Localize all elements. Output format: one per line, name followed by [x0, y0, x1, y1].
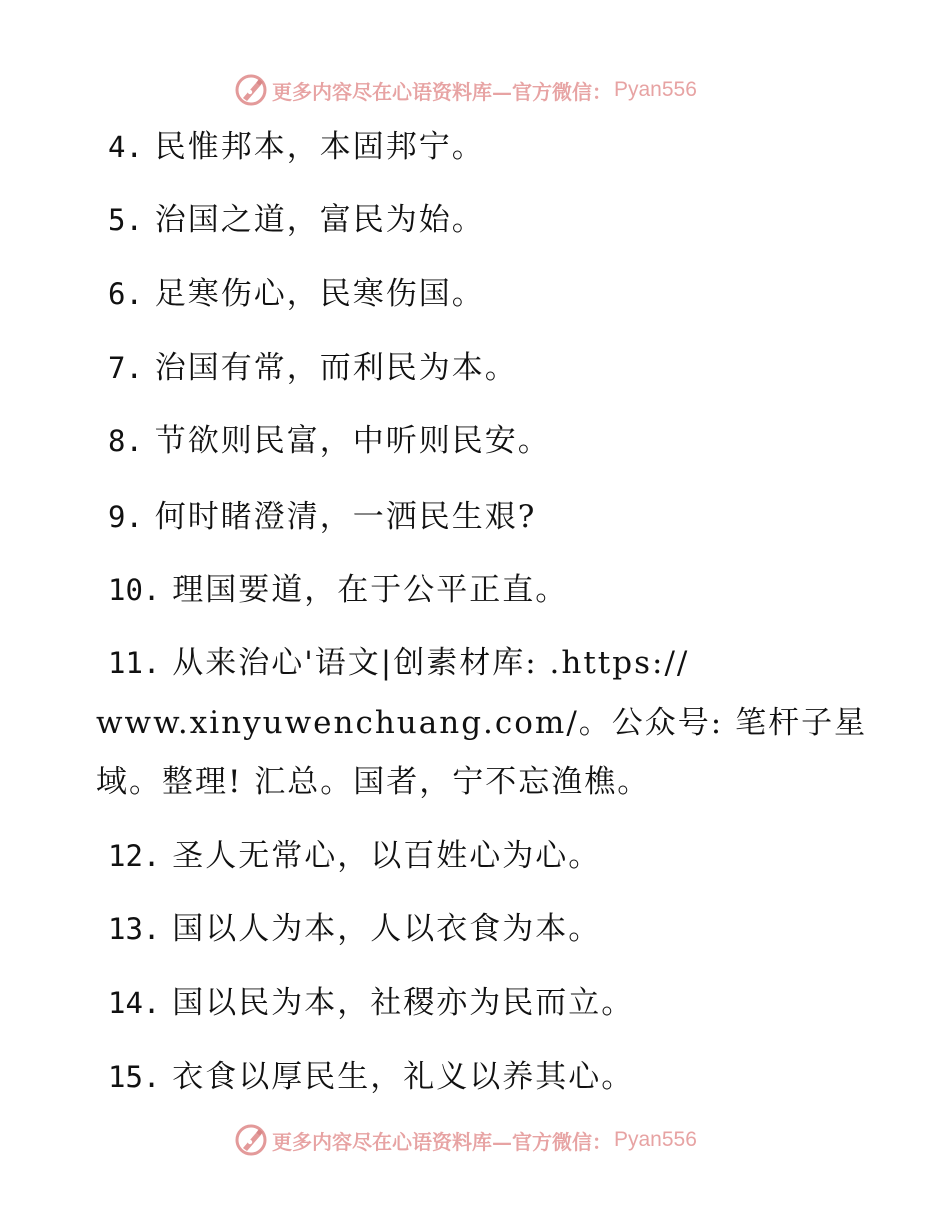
watermark-text: 更多内容尽在心语资料库—官方微信： — [272, 1129, 612, 1154]
item-number: 8. — [108, 424, 143, 458]
item-text: 足寒伤心，民寒伤国。 — [154, 276, 485, 312]
item-number: 11. — [108, 646, 161, 680]
watermark-text: 更多内容尽在心语资料库—官方微信： — [272, 79, 612, 104]
item-number: 6. — [108, 277, 143, 311]
item-text: 节欲则民富，中听则民安。 — [154, 423, 551, 459]
list-item — [108, 348, 518, 388]
item-number: 7. — [108, 351, 143, 385]
item-number: 15. — [108, 1060, 161, 1094]
item-text: 何时睹澄清，一洒民生艰? — [154, 499, 537, 535]
item-text-line3: 域。整理! 汇总。国者，宁不忘渔樵。 — [96, 764, 651, 800]
watermark-id: Pyan556 — [614, 78, 697, 101]
watermark-banner-top — [234, 72, 697, 108]
list-item — [108, 836, 601, 876]
item-text: 圣人无常心，以百姓心为心。 — [172, 838, 602, 874]
list-item — [108, 570, 568, 610]
pen-logo-icon — [234, 1123, 268, 1157]
list-item-continuation — [96, 762, 650, 802]
item-number: 13. — [108, 912, 161, 946]
list-item — [108, 274, 485, 314]
item-text: 从来治心'语文|创素材库: .https:// — [172, 645, 690, 681]
list-item — [108, 200, 485, 240]
item-number: 4. — [108, 130, 143, 164]
list-item — [108, 983, 634, 1023]
item-number: 12. — [108, 839, 161, 873]
item-number: 5. — [108, 203, 143, 237]
list-item — [108, 127, 485, 167]
item-text: 国以民为本，社稷亦为民而立。 — [172, 985, 635, 1021]
item-text: 治国之道，富民为始。 — [154, 202, 485, 238]
item-text: 治国有常，而利民为本。 — [154, 350, 518, 386]
item-text-line2: www.xinyuwenchuang.com/。公众号: 笔杆子星 — [96, 705, 868, 741]
list-item — [108, 421, 551, 461]
item-text: 民惟邦本，本固邦宁。 — [154, 129, 485, 165]
pen-logo-icon — [234, 73, 268, 107]
item-text: 理国要道，在于公平正直。 — [172, 572, 569, 608]
list-item — [108, 643, 689, 683]
list-item-continuation — [96, 703, 867, 743]
watermark-id: Pyan556 — [614, 1128, 697, 1151]
item-text: 衣食以厚民生，礼义以养其心。 — [172, 1059, 635, 1095]
list-item — [108, 497, 536, 537]
list-item — [108, 1057, 634, 1097]
item-text: 国以人为本，人以衣食为本。 — [172, 911, 602, 947]
list-item — [108, 909, 601, 949]
item-number: 10. — [108, 573, 161, 607]
item-number: 14. — [108, 986, 161, 1020]
watermark-banner-bottom — [234, 1122, 697, 1158]
item-number: 9. — [108, 500, 143, 534]
